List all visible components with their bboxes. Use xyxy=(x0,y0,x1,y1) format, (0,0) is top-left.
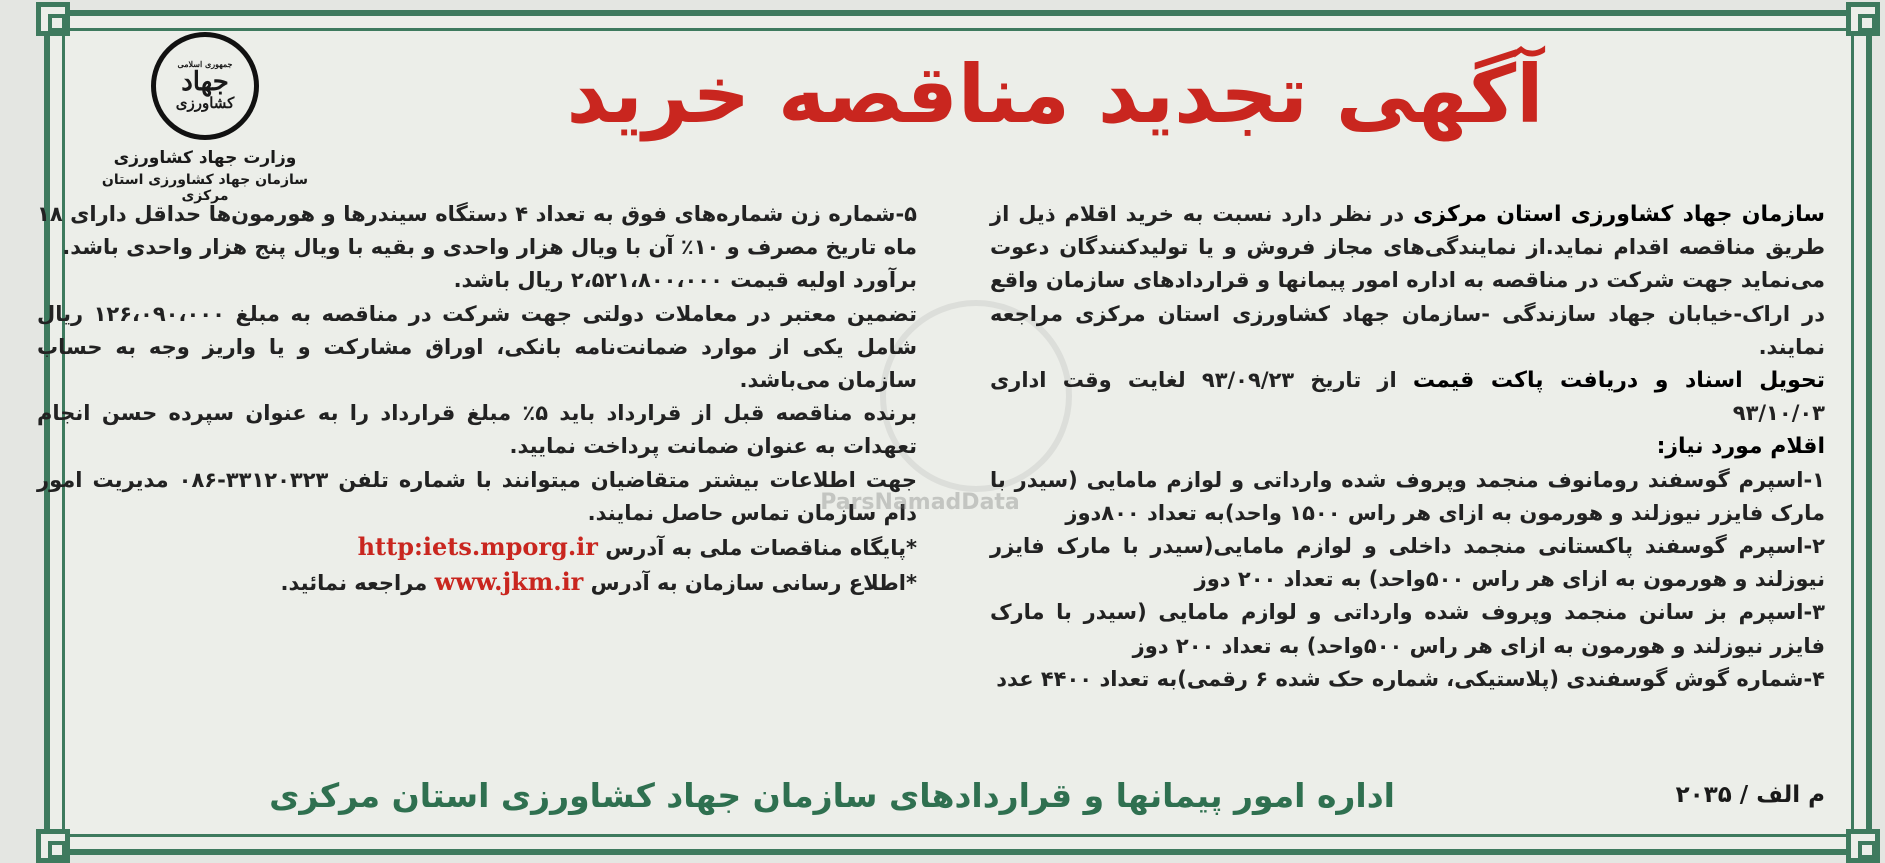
footer-title: اداره امور پیمانها و قراردادهای سازمان جهاد کشاورزی استان مرکزی xyxy=(269,776,1395,815)
delivery-text: از تاریخ ۹۳/۰۹/۲۳ لغایت وقت اداری ۹۳/۱۰/۰۳ xyxy=(990,368,1825,426)
estimate-line: برآورد اولیه قیمت ۲،۵۲۱،۸۰۰،۰۰۰ ریال باشد. xyxy=(453,268,917,293)
right-column xyxy=(990,198,1825,696)
guarantee-paragraph: تضمین معتبر در معاملات دولتی جهت شرکت در مناقصه به مبلغ ۱۲۶،۰۹۰،۰۰۰ ریال شامل یکی از موارد ضمانت‌نامه بانکی، اوراق مشارکت و یا واریز وجه به حساب سازمان می‌باشد. xyxy=(37,301,917,393)
item-2: ۲-اسپرم گوسفند پاکستانی منجمد داخلی و لوازم مامایی(سیدر با مارک فایزر نیوزلند و هورمون به ازای هر راس ۵۰۰واحد) به تعداد ۲۰۰ دوز xyxy=(990,534,1825,592)
logo-small-text: جمهوری اسلامی xyxy=(177,59,233,70)
intro-text: در نظر دارد نسبت به خرید اقلام ذیل از طریق مناقصه اقدام نماید.از نمایندگی‌های مجاز فروش و یا تولیدکنندگان دعوت می‌نماید جهت شرکت در مناقصه به اداره امور پیمانها و قراردادهای سازمان واقع در اراک-خیابان جهاد سازندگی -سازمان جهاد کشاورزی استان مرکزی مراجعه نمایند. xyxy=(990,202,1825,359)
logo-main-text: جهاد xyxy=(181,66,229,97)
item-3: ۳-اسپرم بز سانن منجمد وپروف شده وارداتی و لوازم مامایی (سیدر با مارک فایزر نیوزلند و هورمون به ازای هر راس ۵۰۰واحد) به تعداد ۲۰۰ دوز xyxy=(990,600,1825,658)
item-5: ۵-شماره زن شماره‌های فوق به تعداد ۴ دستگاه سیندرها و هورمون‌ها حداقل دارای ۱۸ ماه تاریخ مصرف و ۱۰٪ آن با ویال هزار واحدی و بقیه با ویال پنج هزار واحدی باشد. xyxy=(37,202,917,260)
watermark-text: ParsNamadData xyxy=(820,490,1020,515)
delivery-bold: تحویل اسناد و دریافت پاکت قیمت xyxy=(1412,368,1825,394)
portal-line xyxy=(37,530,917,565)
items-heading: اقلام مورد نیاز: xyxy=(1656,434,1825,460)
left-column xyxy=(37,198,917,600)
ministry-logo xyxy=(151,32,259,140)
contact-paragraph: جهت اطلاعات بیشتر متقاضیان میتوانند با شماره تلفن ۳۳۱۲۰۳۲۳-۰۸۶ مدیریت امور دام سازمان تماس حاصل نمایند. xyxy=(37,467,917,525)
portal-link[interactable]: http:iets.mporg.ir xyxy=(357,532,598,562)
intro-bold: سازمان جهاد کشاورزی استان مرکزی xyxy=(1413,202,1825,227)
portal-prefix: *پایگاه مناقصات ملی به آدرس xyxy=(597,536,917,561)
item-1: ۱-اسپرم گوسفند رومانوف منجمد وپروف شده وارداتی و لوازم مامایی (سیدر با مارک فایزر نیوزلند و هورمون به ازای هر راس ۱۵۰۰ واحد)به تعداد ۸۰۰دوز xyxy=(990,467,1825,525)
intro-paragraph xyxy=(990,198,1825,364)
delivery-paragraph xyxy=(990,364,1825,430)
notice-code: م الف / ۲۰۳۵ xyxy=(1675,782,1825,808)
notice-title: آگهی تجدید مناقصه خرید xyxy=(566,48,1544,141)
item-4: ۴-شماره گوش گوسفندی (پلاستیکی، شماره حک شده ۶ رقمی)به تعداد ۴۴۰۰ عدد xyxy=(996,666,1825,691)
logo-sub-text: کشاورزی xyxy=(175,93,235,112)
ministry-name: وزارت جهاد کشاورزی xyxy=(113,148,297,168)
winner-paragraph: برنده مناقصه قبل از قرارداد باید ۵٪ مبلغ قرارداد را به عنوان سپرده حسن انجام تعهدات به عنوان ضمانت پرداخت نمایید. xyxy=(37,401,918,459)
site-link[interactable]: www.jkm.ir xyxy=(434,567,584,597)
site-suffix: مراجعه نمائید. xyxy=(280,571,435,596)
logo-block xyxy=(80,32,330,204)
organization-name: سازمان جهاد کشاورزی استان مرکزی xyxy=(101,172,309,204)
site-line xyxy=(37,565,917,600)
site-prefix: *اطلاع رسانی سازمان به آدرس xyxy=(583,571,917,596)
